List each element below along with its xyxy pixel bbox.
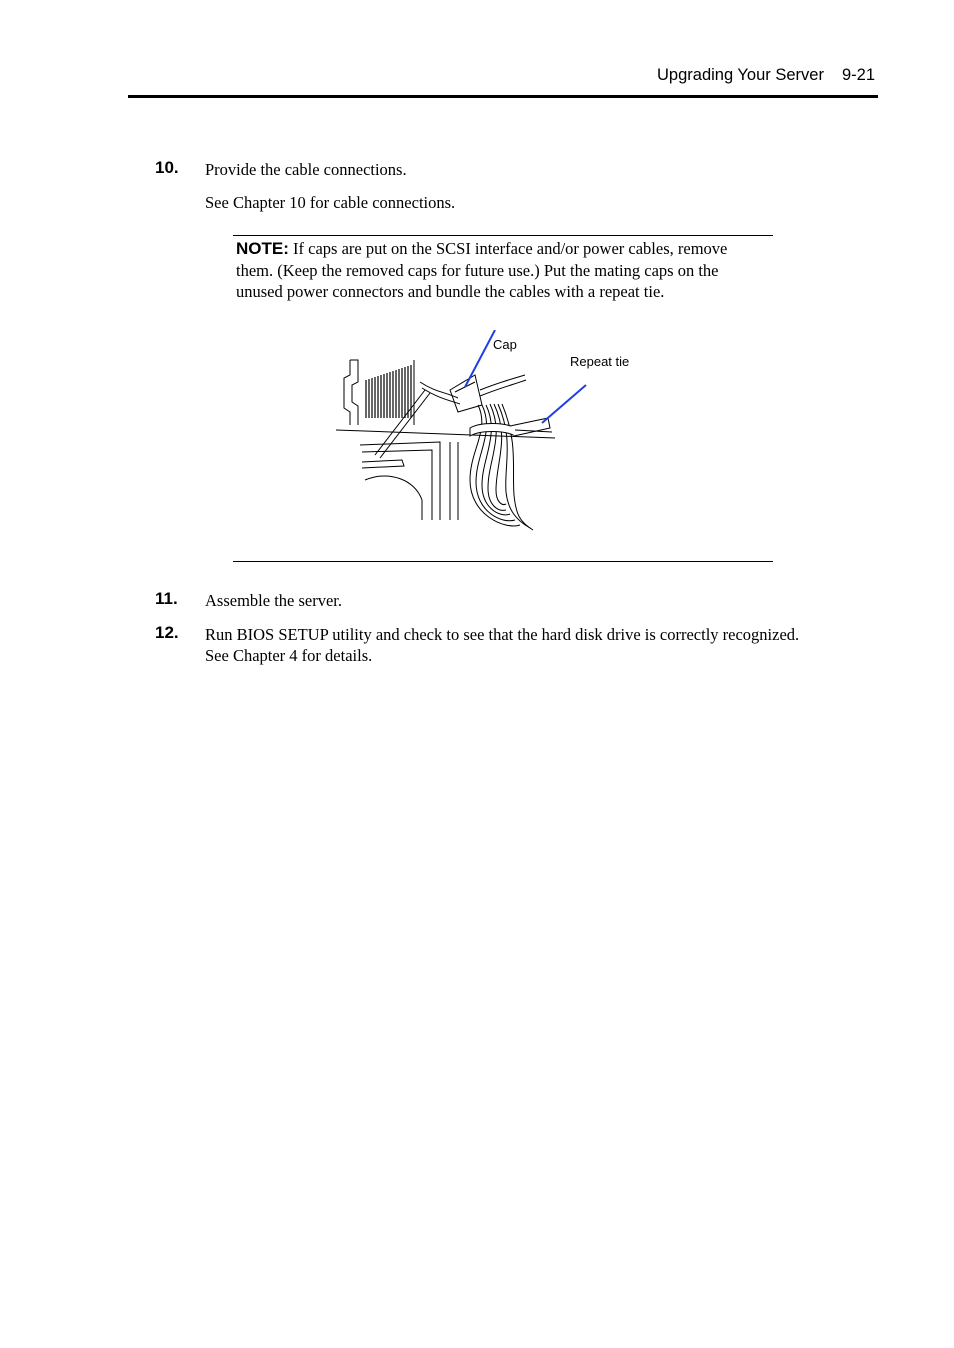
step-12-text: Run BIOS SETUP utility and check to see that the hard disk drive is correctly recognized. — [205, 625, 800, 644]
note-body: If caps are put on the SCSI interface and/or power cables, remove them. (Keep the removed caps for future use.) Put the mating caps on the unused power connectors and bundle the cables with a repeat tie. — [236, 239, 728, 301]
note-bottom-rule — [233, 561, 773, 562]
step-12-number: 12. — [155, 623, 179, 642]
page-number: 9-21 — [841, 66, 875, 84]
callout-repeat-tie: Repeat tie — [570, 354, 630, 369]
step-12-reference: See Chapter 4 for details. — [205, 646, 373, 665]
note — [236, 238, 766, 303]
running-header — [657, 66, 875, 85]
callout-cap: Cap — [493, 337, 517, 352]
step-11-text: Assemble the server. — [205, 591, 343, 610]
step-11-number: 11. — [155, 589, 178, 608]
step-10-text: Provide the cable connections. — [205, 160, 407, 179]
header-title: Upgrading Your Server — [657, 66, 824, 84]
note-top-rule — [233, 235, 773, 236]
step-10-reference: See Chapter 10 for cable connections. — [205, 193, 456, 212]
note-label: NOTE: — [236, 239, 289, 258]
header-rule — [128, 95, 878, 98]
step-10-number: 10. — [155, 158, 179, 177]
